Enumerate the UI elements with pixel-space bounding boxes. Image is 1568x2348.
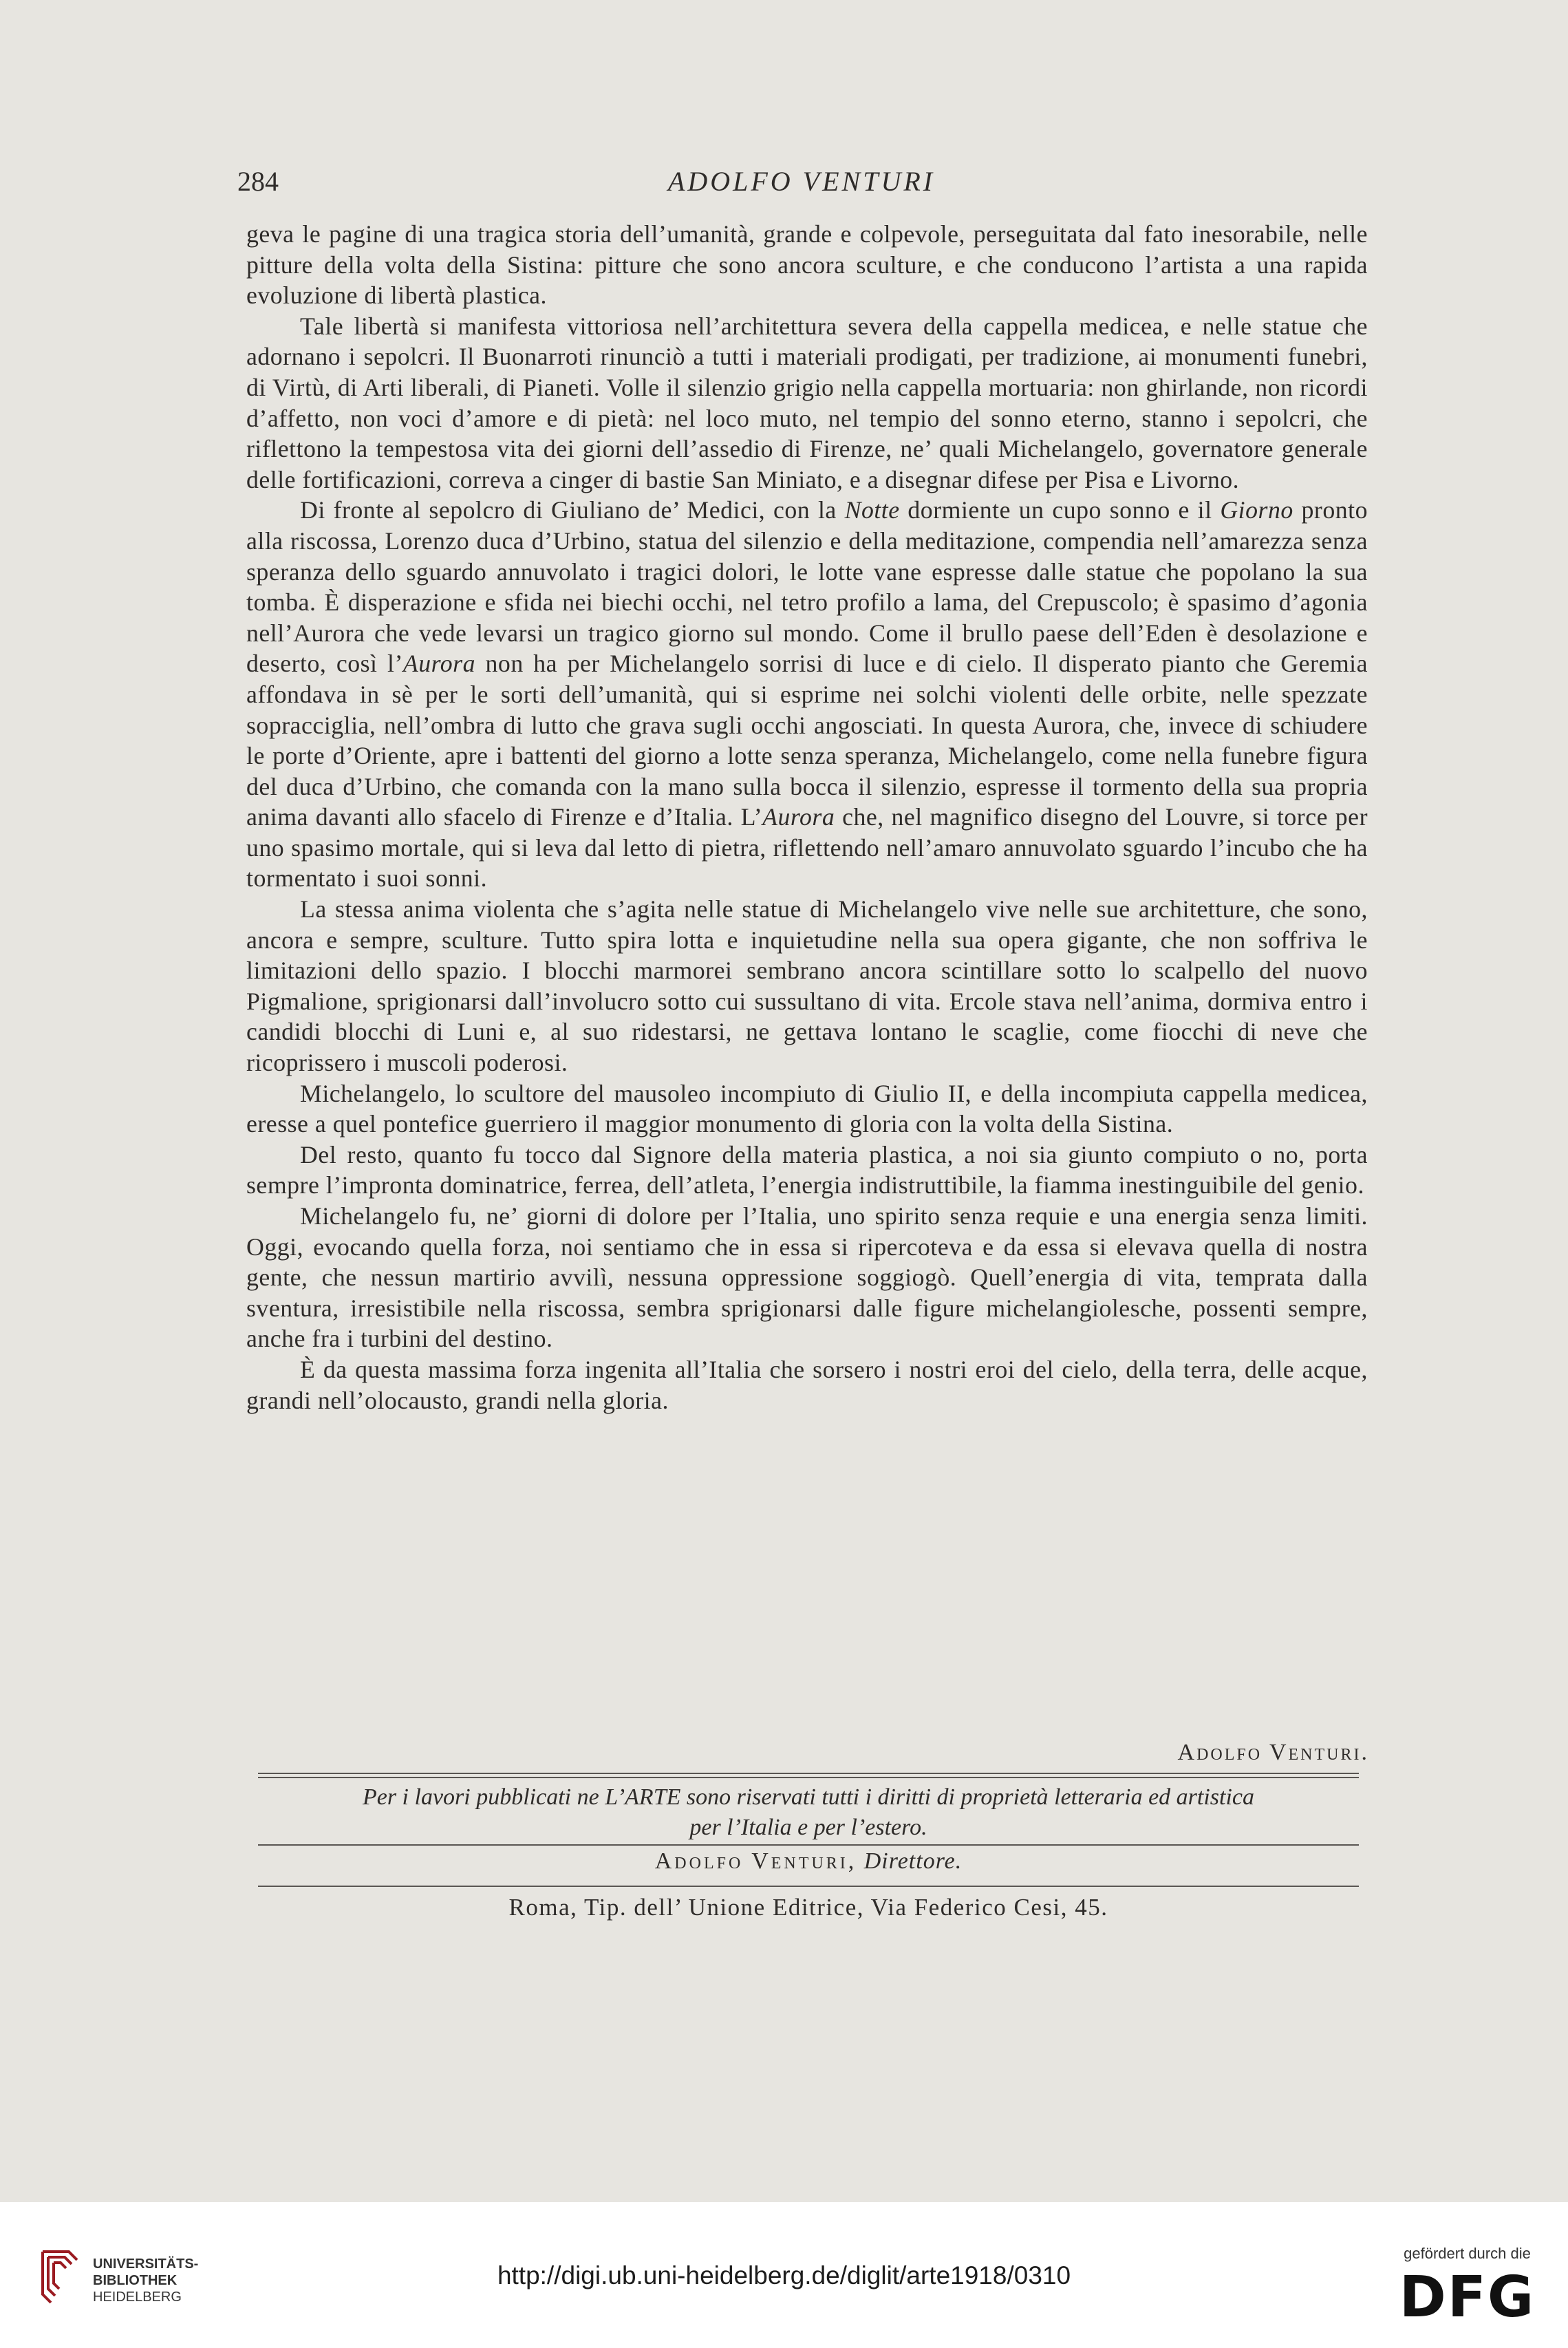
paragraph: Michelangelo, lo scultore del mausoleo incompiuto di Giulio II, e della incompiuta cappella medicea, eresse a quel pontefice guerriero il maggior monumento di gloria con la volta della Sistina. [246, 1079, 1368, 1138]
library-name: UNIVERSITÄTS- BIBLIOTHEK HEIDELBERG [93, 2256, 199, 2305]
printer-imprint: Roma, Tip. dell’ Unione Editrice, Via Federico Cesi, 45. [508, 1894, 1108, 1921]
copyright-notice-line: per l’Italia e per l’estero. [689, 1815, 927, 1840]
divider-rule [258, 1844, 1359, 1846]
author-signature: Adolfo Venturi. [1177, 1740, 1369, 1765]
running-title: ADOLFO VENTURI [667, 166, 936, 197]
italic-title: Notte [844, 496, 900, 524]
permalink-url[interactable]: http://digi.ub.uni-heidelberg.de/diglit/arte1918/0310 [497, 2261, 1071, 2290]
editor-name: Adolfo Venturi, [654, 1848, 857, 1874]
page-number: 284 [237, 166, 279, 197]
italic-title: Aurora [762, 803, 835, 831]
paragraph: La stessa anima violenta che s’agita nelle statue di Michelangelo vive nelle sue architetture, che sono, ancora e sempre, sculture. Tutto spira lotta e inquietudine nella sua opera gigante, che non soffriva le limitazioni dello spazio. I blocchi marmorei sembrano ancora scintillare sotto lo scalpello del nuovo Pigmalione, sprigionarsi dall’involucro sotto cui sussultano di vita. Ercole stava nell’anima, dormiva entro i candidi blocchi di Luni e, al suo ridestarsi, ne gettava lontano le scaglie, come fiocchi di neve che ricoprissero i muscoli poderosi. [246, 895, 1368, 1077]
paragraph: Del resto, quanto fu tocco dal Signore della materia plastica, a noi sia giunto compiuto o no, porta sempre l’impronta dominatrice, ferrea, dell’atleta, l’energia indistruttibile, la fiamma inestinguibile del genio. [246, 1140, 1368, 1199]
paragraph: Tale libertà si manifesta vittoriosa nell’architettura severa della cappella medicea, e nelle statue che adornano i sepolcri. Il Buonarroti rinunciò a tutti i materiali prodigati, per tradizione, ai monumenti funebri, di Virtù, di Arti liberali, di Pianeti. Volle il silenzio grigio nella cappella mortuaria: non ghirlande, non ricordi d’affetto, non voci d’amore e di pietà: nel loco muto, nel tempio del sonno eterno, stanno i sepolcri, che riflettono la tempestosa vita dei giorni dell’assedio di Firenze, ne’ quali Michelangelo, governatore generale delle fortificazioni, correva a cinger di bastie San Miniato, e a disegnar difese per Pisa e Livorno. [246, 312, 1368, 493]
paragraph: È da questa massima forza ingenita all’Italia che sorsero i nostri eroi del cielo, della terra, delle acque, grandi nell’olocausto, grandi nella gloria. [246, 1355, 1368, 1414]
divider-rule [258, 1886, 1359, 1887]
dfg-logo: DFG [1399, 2265, 1536, 2330]
running-head [237, 165, 1366, 206]
divider-rule [258, 1777, 1359, 1778]
divider-rule [258, 1773, 1359, 1774]
funded-by-label: gefördert durch die [1404, 2245, 1531, 2262]
italic-title: Giorno [1220, 496, 1293, 524]
editor-role: Direttore. [863, 1848, 963, 1874]
paragraph: Di fronte al sepolcro di Giuliano de’ Medici, con la Notte dormiente un cupo sonno e il Giorno pronto alla riscossa, Lorenzo duca d’Urbino, statua del silenzio e della meditazione, compendia nell’amarezza senza speranza dello sguardo annuvolato i tragici dolori, le lotte vane espresse dalle statue che popolano la sua tomba. È disperazione e sfida nei biechi occhi, nel tetro profilo a lama, del Crepuscolo; è spasimo d’agonia nell’Aurora che vede levarsi un tragico giorno sul mondo. Come il brullo paese dell’Eden è desolazione e deserto, così l’Aurora non ha per Michelangelo sorrisi di luce e di cielo. Il disperato pianto che Geremia affondava in sè per le sorti dell’umanità, qui si esprime nei solchi violenti delle orbite, nelle spezzate sopracciglia, nell’ombra di lutto che grava sugli occhi angosciati. In questa Aurora, che, invece di schiudere le porte d’Oriente, apre i battenti del giorno a lotte senza speranza, Michelangelo, come nella funebre figura del duca d’Urbino, che comanda con la mano sulla bocca il silenzio, espresse il tormento della sua propria anima davanti allo sfacelo di Firenze e d’Italia. L’Aurora che, nel magnifico disegno del Louvre, si torce per uno spasimo mortale, qui si leva dal letto di pietra, riflettendo nell’amaro annuvolato sguardo l’incubo che ha tormentato i suoi sonni. [246, 496, 1368, 893]
copyright-notice-line: Per i lavori pubblicati ne L’ARTE sono riservati tutti i diritti di proprietà letteraria ed artistica [362, 1784, 1255, 1810]
paragraph: Michelangelo fu, ne’ giorni di dolore per l’Italia, uno spirito senza requie e una energia senza limiti. Oggi, evocando quella forza, noi sentiamo che in essa si ripercoteva e da essa si elevava quella di nostra gente, che nessun martirio avvilì, nessuna oppressione soggiogò. Quell’energia di vita, temprata dalla sventura, irresistibile nella riscossa, sembra sprigionarsi dalle figure michelangiolesche, possenti sempre, anche fra i turbini del destino. [246, 1202, 1368, 1353]
editor-credit [255, 1848, 1362, 1875]
article-body [246, 219, 1368, 1416]
copyright-notice [255, 1782, 1362, 1843]
paragraph: geva le pagine di una tragica storia dell’umanità, grande e colpevole, perseguitata dal fato inesorabile, nelle pitture della volta della Sistina: pitture che sono ancora sculture, e che conducono l’artista a una rapida evoluzione di libertà plastica. [246, 220, 1368, 310]
italic-title: Aurora [402, 650, 476, 678]
